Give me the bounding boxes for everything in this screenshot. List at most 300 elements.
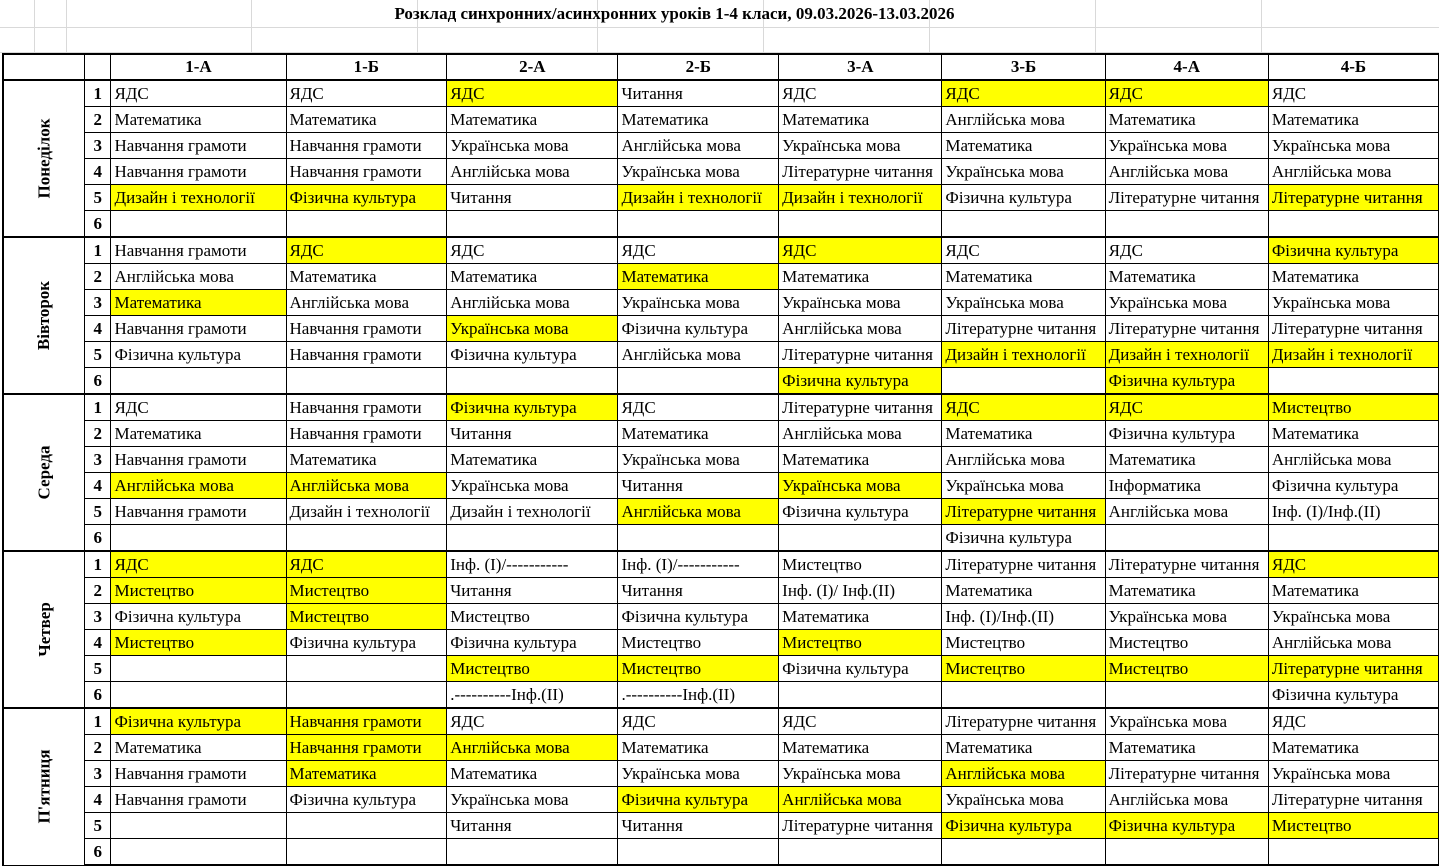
lesson-cell[interactable]: Англійська мова xyxy=(618,133,779,159)
lesson-cell[interactable]: Літературне читання xyxy=(779,813,942,839)
lesson-cell[interactable]: Фізична культура xyxy=(942,525,1105,552)
lesson-number: 6 xyxy=(85,368,111,395)
lesson-cell[interactable]: Математика xyxy=(1105,107,1268,133)
lesson-cell[interactable]: Математика xyxy=(286,447,447,473)
lesson-cell[interactable]: Англійська мова xyxy=(618,499,779,525)
lesson-cell[interactable]: Математика xyxy=(1268,735,1438,761)
lesson-cell[interactable]: Фізична культура xyxy=(447,630,618,656)
lesson-cell[interactable] xyxy=(1105,682,1268,709)
lesson-cell[interactable]: Літературне читання xyxy=(1105,316,1268,342)
lesson-cell[interactable]: Літературне читання xyxy=(779,394,942,421)
class-header: 3-Б xyxy=(942,54,1105,80)
lesson-cell[interactable]: Фізична культура xyxy=(1268,473,1438,499)
lesson-cell[interactable]: Мистецтво xyxy=(286,578,447,604)
lesson-cell[interactable]: Англійська мова xyxy=(618,342,779,368)
corner-number xyxy=(85,54,111,80)
lesson-cell[interactable]: ЯДС xyxy=(286,551,447,578)
lesson-cell[interactable]: Математика xyxy=(1268,421,1438,447)
lesson-cell[interactable] xyxy=(286,211,447,238)
lesson-cell[interactable]: Математика xyxy=(779,107,942,133)
lesson-cell[interactable]: Фізична культура xyxy=(447,342,618,368)
lesson-cell[interactable]: Читання xyxy=(447,813,618,839)
lesson-number: 5 xyxy=(85,342,111,368)
lesson-cell[interactable]: Читання xyxy=(447,185,618,211)
lesson-cell[interactable]: Мистецтво xyxy=(779,630,942,656)
lesson-cell[interactable]: Українська мова xyxy=(618,159,779,185)
lesson-cell[interactable]: ЯДС xyxy=(1105,237,1268,264)
page-title: Розклад синхронних/асинхронних уроків 1-4 класи, 09.03.2026-13.03.2026 xyxy=(394,4,955,23)
class-header: 4-А xyxy=(1105,54,1268,80)
lesson-cell[interactable]: Інф. (І)/----------- xyxy=(618,551,779,578)
lesson-cell[interactable]: ЯДС xyxy=(942,394,1105,421)
lesson-cell[interactable] xyxy=(779,682,942,709)
lesson-cell[interactable]: ЯДС xyxy=(1105,80,1268,107)
lesson-cell[interactable]: Літературне читання xyxy=(1105,551,1268,578)
lesson-cell[interactable]: Навчання грамоти xyxy=(111,159,286,185)
lesson-cell[interactable]: Математика xyxy=(942,421,1105,447)
lesson-cell[interactable]: Навчання грамоти xyxy=(286,159,447,185)
lesson-number: 3 xyxy=(85,290,111,316)
lesson-cell[interactable] xyxy=(942,682,1105,709)
lesson-cell[interactable]: ЯДС xyxy=(1268,80,1438,107)
lesson-cell[interactable]: Навчання грамоти xyxy=(111,447,286,473)
lesson-cell[interactable]: ЯДС xyxy=(618,394,779,421)
lesson-cell[interactable]: Літературне читання xyxy=(1105,185,1268,211)
lesson-cell[interactable]: .----------Інф.(ІІ) xyxy=(618,682,779,709)
table-row xyxy=(3,185,1439,211)
schedule-body xyxy=(3,80,1439,865)
lesson-cell[interactable] xyxy=(286,813,447,839)
lesson-cell[interactable]: Англійська мова xyxy=(447,290,618,316)
lesson-cell[interactable]: Англійська мова xyxy=(111,473,286,499)
lesson-cell[interactable]: Математика xyxy=(1105,447,1268,473)
table-row xyxy=(3,211,1439,238)
lesson-cell[interactable]: Фізична культура xyxy=(111,708,286,735)
lesson-cell[interactable]: Літературне читання xyxy=(942,499,1105,525)
lesson-cell[interactable]: Математика xyxy=(447,264,618,290)
lesson-cell[interactable]: Фізична культура xyxy=(779,656,942,682)
lesson-cell[interactable] xyxy=(286,525,447,552)
lesson-cell[interactable] xyxy=(779,525,942,552)
lesson-cell[interactable] xyxy=(1268,368,1438,395)
lesson-cell[interactable] xyxy=(942,368,1105,395)
lesson-cell[interactable]: Українська мова xyxy=(1105,290,1268,316)
lesson-number: 5 xyxy=(85,813,111,839)
table-row xyxy=(3,761,1439,787)
lesson-cell[interactable]: Читання xyxy=(447,421,618,447)
lesson-cell[interactable] xyxy=(447,525,618,552)
lesson-cell[interactable]: Українська мова xyxy=(1268,290,1438,316)
lesson-cell[interactable]: Читання xyxy=(618,813,779,839)
lesson-cell[interactable]: Математика xyxy=(1268,107,1438,133)
lesson-cell[interactable]: Українська мова xyxy=(447,316,618,342)
class-header: 4-Б xyxy=(1268,54,1438,80)
lesson-cell[interactable]: Мистецтво xyxy=(942,656,1105,682)
lesson-number: 5 xyxy=(85,656,111,682)
day-name: Вівторок xyxy=(34,280,54,351)
lesson-cell[interactable]: Фізична культура xyxy=(942,813,1105,839)
lesson-cell[interactable] xyxy=(447,211,618,238)
lesson-cell[interactable]: Англійська мова xyxy=(447,735,618,761)
lesson-cell[interactable]: Літературне читання xyxy=(1268,787,1438,813)
table-row xyxy=(3,368,1439,395)
lesson-cell[interactable] xyxy=(111,211,286,238)
lesson-cell[interactable]: Українська мова xyxy=(618,290,779,316)
lesson-cell[interactable]: Українська мова xyxy=(942,159,1105,185)
lesson-cell[interactable]: Літературне читання xyxy=(1105,761,1268,787)
lesson-cell[interactable] xyxy=(447,368,618,395)
lesson-cell[interactable]: Математика xyxy=(618,107,779,133)
lesson-cell[interactable]: Мистецтво xyxy=(618,656,779,682)
lesson-cell[interactable]: Читання xyxy=(618,578,779,604)
lesson-cell[interactable]: Англійська мова xyxy=(1268,447,1438,473)
lesson-cell[interactable]: Математика xyxy=(111,107,286,133)
table-row xyxy=(3,473,1439,499)
lesson-cell[interactable]: Математика xyxy=(286,264,447,290)
lesson-cell[interactable]: Навчання грамоти xyxy=(286,342,447,368)
lesson-cell[interactable]: Фізична культура xyxy=(1268,682,1438,709)
lesson-cell[interactable]: Навчання грамоти xyxy=(111,761,286,787)
lesson-cell[interactable]: Дизайн і технології xyxy=(1105,342,1268,368)
lesson-cell[interactable]: Фізична культура xyxy=(286,787,447,813)
lesson-number: 1 xyxy=(85,80,111,107)
lesson-cell[interactable]: Математика xyxy=(111,421,286,447)
lesson-cell[interactable]: Дизайн і технології xyxy=(1268,342,1438,368)
lesson-cell[interactable]: Англійська мова xyxy=(286,473,447,499)
lesson-cell[interactable]: Фізична культура xyxy=(1105,813,1268,839)
lesson-cell[interactable]: Літературне читання xyxy=(779,342,942,368)
lesson-cell[interactable]: Українська мова xyxy=(779,290,942,316)
lesson-cell[interactable]: Англійська мова xyxy=(286,290,447,316)
table-row xyxy=(3,682,1439,709)
lesson-cell[interactable]: Англійська мова xyxy=(1268,159,1438,185)
lesson-cell[interactable] xyxy=(111,839,286,866)
lesson-cell[interactable]: Математика xyxy=(618,421,779,447)
lesson-number: 2 xyxy=(85,107,111,133)
lesson-cell[interactable] xyxy=(942,211,1105,238)
lesson-cell[interactable]: ЯДС xyxy=(286,80,447,107)
lesson-cell[interactable]: Літературне читання xyxy=(1268,185,1438,211)
lesson-cell[interactable]: Українська мова xyxy=(447,133,618,159)
lesson-cell[interactable] xyxy=(111,368,286,395)
lesson-cell[interactable]: Фізична культура xyxy=(447,394,618,421)
lesson-cell[interactable]: Українська мова xyxy=(942,290,1105,316)
lesson-cell[interactable]: Фізична культура xyxy=(286,630,447,656)
table-row xyxy=(3,107,1439,133)
lesson-cell[interactable]: Українська мова xyxy=(942,787,1105,813)
lesson-cell[interactable]: Навчання грамоти xyxy=(286,394,447,421)
lesson-cell[interactable]: Математика xyxy=(618,264,779,290)
lesson-cell[interactable]: ЯДС xyxy=(1268,551,1438,578)
lesson-cell[interactable]: Математика xyxy=(1268,578,1438,604)
lesson-cell[interactable]: Фізична культура xyxy=(618,604,779,630)
lesson-cell[interactable] xyxy=(111,682,286,709)
lesson-cell[interactable]: Інформатика xyxy=(1105,473,1268,499)
lesson-cell[interactable] xyxy=(1268,525,1438,552)
day-label xyxy=(3,551,85,708)
lesson-cell[interactable] xyxy=(779,839,942,866)
day-name: Четвер xyxy=(34,602,54,657)
lesson-cell[interactable]: Математика xyxy=(942,578,1105,604)
lesson-cell[interactable]: Мистецтво xyxy=(1105,656,1268,682)
lesson-cell[interactable]: Математика xyxy=(942,264,1105,290)
lesson-cell[interactable]: Математика xyxy=(942,133,1105,159)
table-row xyxy=(3,342,1439,368)
lesson-cell[interactable]: Українська мова xyxy=(1105,708,1268,735)
lesson-cell[interactable] xyxy=(111,813,286,839)
lesson-cell[interactable]: Математика xyxy=(447,447,618,473)
lesson-cell[interactable]: Англійська мова xyxy=(1105,787,1268,813)
lesson-cell[interactable]: Українська мова xyxy=(779,473,942,499)
lesson-cell[interactable]: Українська мова xyxy=(779,133,942,159)
lesson-cell[interactable]: Інф. (І)/Інф.(ІІ) xyxy=(1268,499,1438,525)
header-row xyxy=(3,54,1439,80)
lesson-cell[interactable]: Читання xyxy=(618,80,779,107)
lesson-cell[interactable]: ЯДС xyxy=(111,394,286,421)
lesson-number: 5 xyxy=(85,499,111,525)
lesson-cell[interactable]: Мистецтво xyxy=(779,551,942,578)
lesson-cell[interactable]: Дизайн і технології xyxy=(286,499,447,525)
lesson-cell[interactable]: Фізична культура xyxy=(1105,421,1268,447)
lesson-cell[interactable]: Англійська мова xyxy=(111,264,286,290)
day-label xyxy=(3,80,85,237)
lesson-cell[interactable]: Літературне читання xyxy=(1268,656,1438,682)
lesson-cell[interactable]: ЯДС xyxy=(942,237,1105,264)
lesson-cell[interactable]: ЯДС xyxy=(618,708,779,735)
lesson-cell[interactable]: ЯДС xyxy=(618,237,779,264)
lesson-cell[interactable]: Фізична культура xyxy=(111,604,286,630)
lesson-cell[interactable]: Англійська мова xyxy=(447,159,618,185)
lesson-cell[interactable]: Англійська мова xyxy=(942,447,1105,473)
lesson-cell[interactable]: Математика xyxy=(286,107,447,133)
table-row xyxy=(3,839,1439,866)
lesson-cell[interactable]: Дизайн і технології xyxy=(618,185,779,211)
lesson-cell[interactable]: Дизайн і технології xyxy=(942,342,1105,368)
lesson-cell[interactable]: Фізична культура xyxy=(286,185,447,211)
lesson-cell[interactable]: Мистецтво xyxy=(111,578,286,604)
lesson-cell[interactable] xyxy=(286,368,447,395)
lesson-cell[interactable] xyxy=(618,839,779,866)
table-row xyxy=(3,551,1439,578)
lesson-cell[interactable]: Літературне читання xyxy=(1268,316,1438,342)
lesson-cell[interactable]: Мистецтво xyxy=(447,604,618,630)
lesson-number: 4 xyxy=(85,159,111,185)
lesson-cell[interactable] xyxy=(618,525,779,552)
lesson-cell[interactable]: Навчання грамоти xyxy=(111,499,286,525)
lesson-cell[interactable] xyxy=(447,839,618,866)
lesson-number: 6 xyxy=(85,839,111,866)
lesson-cell[interactable]: Українська мова xyxy=(779,761,942,787)
lesson-cell[interactable]: Математика xyxy=(779,735,942,761)
lesson-cell[interactable]: Англійська мова xyxy=(779,316,942,342)
lesson-cell[interactable] xyxy=(286,682,447,709)
lesson-cell[interactable] xyxy=(779,211,942,238)
lesson-number: 2 xyxy=(85,578,111,604)
lesson-cell[interactable]: Інф. (І)/----------- xyxy=(447,551,618,578)
lesson-cell[interactable]: Українська мова xyxy=(1268,133,1438,159)
lesson-cell[interactable]: Мистецтво xyxy=(286,604,447,630)
lesson-cell[interactable]: Українська мова xyxy=(1105,133,1268,159)
lesson-cell[interactable] xyxy=(286,656,447,682)
lesson-number: 6 xyxy=(85,682,111,709)
lesson-cell[interactable] xyxy=(1268,839,1438,866)
lesson-cell[interactable]: ЯДС xyxy=(111,80,286,107)
lesson-cell[interactable]: ЯДС xyxy=(779,80,942,107)
lesson-cell[interactable]: Українська мова xyxy=(618,447,779,473)
lesson-cell[interactable]: ЯДС xyxy=(779,237,942,264)
table-row xyxy=(3,656,1439,682)
lesson-cell[interactable]: ЯДС xyxy=(942,80,1105,107)
lesson-number: 2 xyxy=(85,735,111,761)
table-row xyxy=(3,316,1439,342)
lesson-cell[interactable]: Математика xyxy=(1105,264,1268,290)
lesson-cell[interactable]: Мистецтво xyxy=(447,656,618,682)
lesson-cell[interactable]: Інф. (І)/Інф.(ІІ) xyxy=(942,604,1105,630)
table-row xyxy=(3,290,1439,316)
lesson-cell[interactable] xyxy=(1105,211,1268,238)
lesson-cell[interactable]: Навчання грамоти xyxy=(111,787,286,813)
lesson-cell[interactable]: Фізична культура xyxy=(1268,237,1438,264)
table-row xyxy=(3,447,1439,473)
table-row xyxy=(3,394,1439,421)
lesson-cell[interactable]: Фізична культура xyxy=(618,787,779,813)
lesson-number: 2 xyxy=(85,264,111,290)
lesson-cell[interactable]: Фізична культура xyxy=(779,499,942,525)
lesson-cell[interactable]: Українська мова xyxy=(1105,604,1268,630)
lesson-cell[interactable]: Математика xyxy=(618,735,779,761)
lesson-cell[interactable]: Математика xyxy=(286,761,447,787)
day-label xyxy=(3,394,85,551)
lesson-cell[interactable]: Українська мова xyxy=(1268,604,1438,630)
lesson-cell[interactable] xyxy=(286,839,447,866)
lesson-cell[interactable]: Українська мова xyxy=(447,473,618,499)
lesson-cell[interactable]: ЯДС xyxy=(1105,394,1268,421)
lesson-cell[interactable]: Фізична культура xyxy=(111,342,286,368)
lesson-cell[interactable]: ЯДС xyxy=(447,237,618,264)
lesson-cell[interactable]: Навчання грамоти xyxy=(286,421,447,447)
lesson-cell[interactable]: Дизайн і технології xyxy=(779,185,942,211)
lesson-cell[interactable]: Навчання грамоти xyxy=(111,316,286,342)
table-row xyxy=(3,80,1439,107)
class-header: 3-А xyxy=(779,54,942,80)
lesson-cell[interactable]: Навчання грамоти xyxy=(286,133,447,159)
corner-day xyxy=(3,54,85,80)
lesson-cell[interactable]: Англійська мова xyxy=(1105,499,1268,525)
lesson-cell[interactable]: Українська мова xyxy=(1268,761,1438,787)
lesson-cell[interactable]: Англійська мова xyxy=(779,787,942,813)
lesson-cell[interactable]: Математика xyxy=(447,761,618,787)
lesson-cell[interactable]: Українська мова xyxy=(447,787,618,813)
lesson-cell[interactable]: Навчання грамоти xyxy=(111,133,286,159)
lesson-cell[interactable]: ЯДС xyxy=(779,708,942,735)
lesson-cell[interactable]: Навчання грамоти xyxy=(286,735,447,761)
lesson-cell[interactable]: ЯДС xyxy=(286,237,447,264)
lesson-cell[interactable]: Читання xyxy=(618,473,779,499)
lesson-cell[interactable]: Англійська мова xyxy=(779,421,942,447)
lesson-cell[interactable]: Мистецтво xyxy=(942,630,1105,656)
lesson-cell[interactable] xyxy=(1105,839,1268,866)
lesson-cell[interactable]: Українська мова xyxy=(942,473,1105,499)
table-row xyxy=(3,499,1439,525)
lesson-cell[interactable]: Фізична культура xyxy=(618,316,779,342)
lesson-cell[interactable]: Математика xyxy=(942,735,1105,761)
lesson-cell[interactable]: Математика xyxy=(447,107,618,133)
lesson-cell[interactable] xyxy=(1268,211,1438,238)
lesson-cell[interactable]: ЯДС xyxy=(447,80,618,107)
lesson-cell[interactable] xyxy=(111,656,286,682)
lesson-cell[interactable]: ЯДС xyxy=(447,708,618,735)
lesson-cell[interactable]: Літературне читання xyxy=(942,551,1105,578)
lesson-cell[interactable]: Англійська мова xyxy=(942,107,1105,133)
lesson-cell[interactable]: Дизайн і технології xyxy=(447,499,618,525)
lesson-cell[interactable]: Фізична культура xyxy=(779,368,942,395)
lesson-cell[interactable]: ЯДС xyxy=(111,551,286,578)
lesson-cell[interactable] xyxy=(1105,525,1268,552)
lesson-cell[interactable]: Англійська мова xyxy=(1105,159,1268,185)
schedule-table xyxy=(2,53,1439,866)
lesson-cell[interactable]: Мистецтво xyxy=(1105,630,1268,656)
table-row xyxy=(3,787,1439,813)
lesson-cell[interactable]: Математика xyxy=(779,447,942,473)
lesson-number: 1 xyxy=(85,708,111,735)
lesson-cell[interactable]: Літературне читання xyxy=(942,316,1105,342)
lesson-cell[interactable]: Мистецтво xyxy=(111,630,286,656)
class-header: 1-Б xyxy=(286,54,447,80)
lesson-cell[interactable]: Мистецтво xyxy=(1268,394,1438,421)
lesson-cell[interactable]: Мистецтво xyxy=(618,630,779,656)
lesson-number: 3 xyxy=(85,604,111,630)
lesson-cell[interactable]: Навчання грамоти xyxy=(286,708,447,735)
lesson-cell[interactable]: Мистецтво xyxy=(1268,813,1438,839)
lesson-cell[interactable]: Математика xyxy=(111,735,286,761)
lesson-cell[interactable] xyxy=(618,368,779,395)
lesson-cell[interactable]: Математика xyxy=(111,290,286,316)
lesson-cell[interactable]: Літературне читання xyxy=(942,708,1105,735)
lesson-number: 4 xyxy=(85,630,111,656)
table-row xyxy=(3,237,1439,264)
lesson-cell[interactable]: Фізична культура xyxy=(942,185,1105,211)
lesson-cell[interactable] xyxy=(942,839,1105,866)
lesson-cell[interactable]: Навчання грамоти xyxy=(286,316,447,342)
lesson-cell[interactable]: Інф. (І)/ Інф.(ІІ) xyxy=(779,578,942,604)
lesson-number: 2 xyxy=(85,421,111,447)
lesson-cell[interactable]: Математика xyxy=(1268,264,1438,290)
table-row xyxy=(3,604,1439,630)
lesson-cell[interactable]: Дизайн і технології xyxy=(111,185,286,211)
lesson-number: 3 xyxy=(85,761,111,787)
lesson-cell[interactable]: Читання xyxy=(447,578,618,604)
lesson-number: 4 xyxy=(85,316,111,342)
lesson-cell[interactable]: Математика xyxy=(1105,578,1268,604)
lesson-cell[interactable]: Українська мова xyxy=(618,761,779,787)
lesson-cell[interactable]: Англійська мова xyxy=(1268,630,1438,656)
lesson-cell[interactable]: ЯДС xyxy=(1268,708,1438,735)
class-header: 1-А xyxy=(111,54,286,80)
lesson-cell[interactable]: Фізична культура xyxy=(1105,368,1268,395)
table-row xyxy=(3,708,1439,735)
lesson-cell[interactable]: Навчання грамоти xyxy=(111,237,286,264)
lesson-cell[interactable]: Літературне читання xyxy=(779,159,942,185)
lesson-cell[interactable]: Математика xyxy=(779,604,942,630)
table-row xyxy=(3,133,1439,159)
lesson-cell[interactable]: Математика xyxy=(1105,735,1268,761)
lesson-cell[interactable] xyxy=(618,211,779,238)
lesson-cell[interactable]: Англійська мова xyxy=(942,761,1105,787)
lesson-cell[interactable] xyxy=(111,525,286,552)
lesson-cell[interactable]: Математика xyxy=(779,264,942,290)
class-header: 2-А xyxy=(447,54,618,80)
lesson-cell[interactable]: .----------Інф.(ІІ) xyxy=(447,682,618,709)
